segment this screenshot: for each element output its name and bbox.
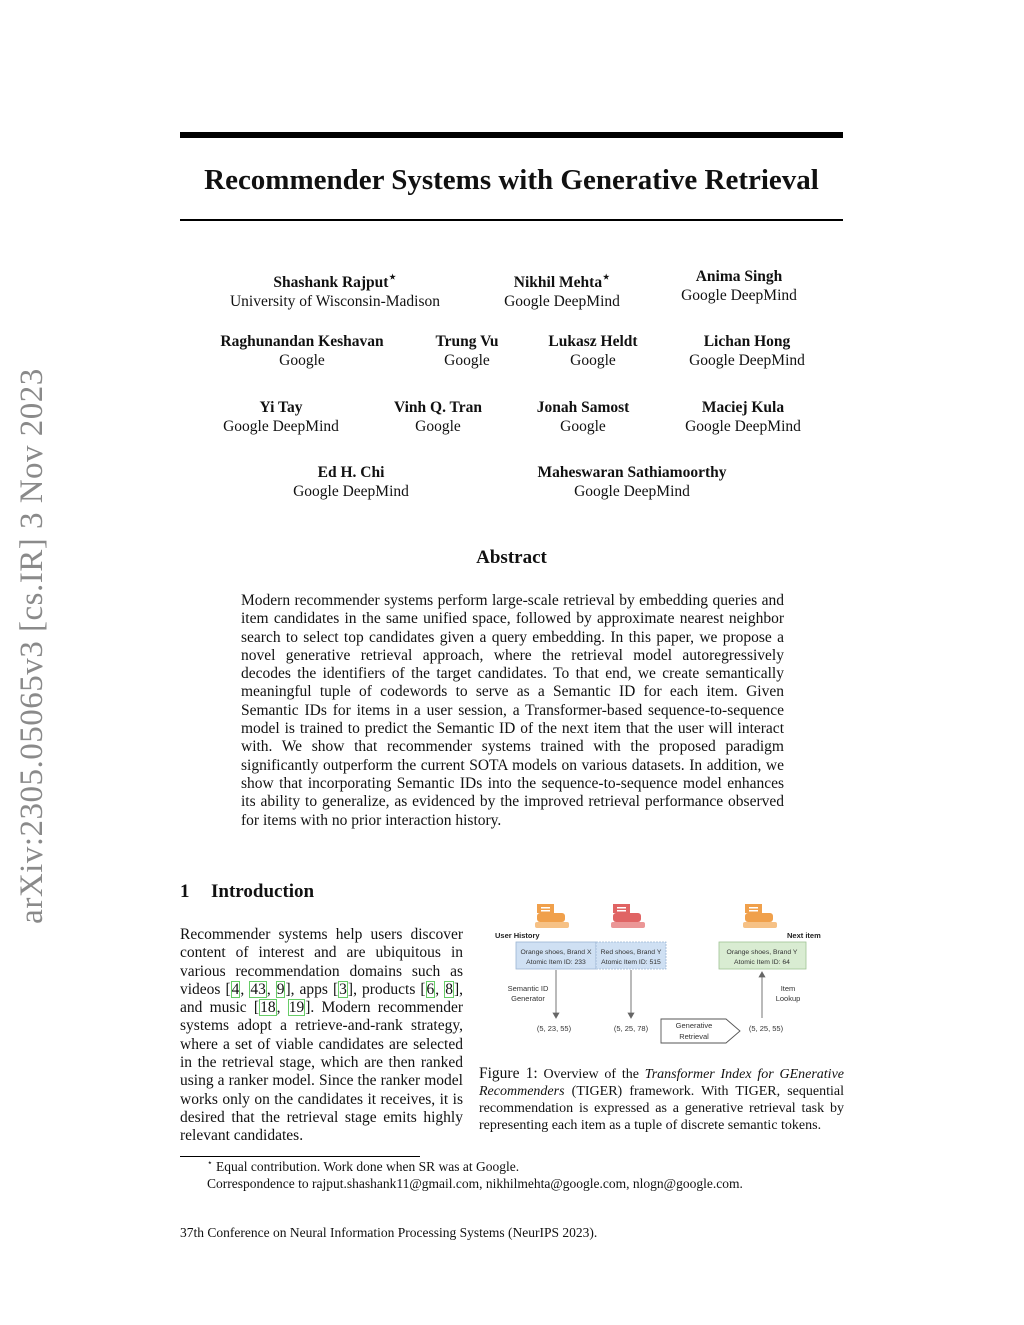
author-affiliation: Google [415, 417, 461, 435]
next-item-id: Atomic Item ID: 64 [734, 959, 790, 966]
equal-contribution-mark: ⋆ [388, 269, 397, 284]
citation-link[interactable]: 18 [260, 999, 276, 1017]
author-affiliation: Google [444, 351, 490, 369]
citation-link[interactable]: 6 [426, 980, 435, 998]
introduction-paragraph: Recommender systems help users discover content of interest and are ubiquitous in various recommendation domains such as videos [4, 43, 9], apps [3], products [6, 8], and music [18, 19]. Modern recommender systems adopt a retrieve-and-rank strategy, where a set of viable candidates are selected in the retrieval stage, which are then ranked using a ranker model. Since the ranker model works only on the candidates it receives, it is desired that the retrieval stage emits highly relevant candidates. [180, 926, 463, 1145]
author-name: Raghunandan Keshavan [220, 333, 384, 350]
generative-retrieval-label: Retrieval [679, 1032, 709, 1041]
figure-label: Figure 1: [479, 1065, 538, 1082]
author-block [548, 333, 637, 370]
author-block [681, 268, 797, 305]
history-item-title: Orange shoes, Brand X [520, 949, 592, 956]
next-item-title: Orange shoes, Brand Y [726, 949, 798, 956]
author-affiliation: Google DeepMind [504, 292, 620, 310]
author-affiliation: Google DeepMind [681, 286, 797, 304]
author-name: Anima Singh [695, 268, 783, 285]
author-block [230, 268, 440, 311]
author-affiliation: Google DeepMind [223, 417, 339, 435]
author-block [394, 399, 482, 436]
author-affiliation: Google [279, 351, 325, 369]
red-shoe-icon [611, 904, 645, 928]
author-name: Nikhil Mehta [513, 274, 603, 292]
citation-link[interactable]: 9 [276, 980, 285, 998]
semantic-id-code: (5, 23, 55) [536, 1024, 572, 1033]
semantic-id-generator-label: Semantic ID [507, 984, 549, 993]
citation-link[interactable]: 8 [445, 980, 453, 998]
author-name: Trung Vu [435, 333, 499, 350]
arxiv-identifier: arXiv:2305.05065v3 [cs.IR] 3 Nov 2023 [14, 368, 50, 924]
title-top-rule [180, 132, 843, 138]
venue-note: 37th Conference on Neural Information Processing Systems (NeurIPS 2023). [180, 1225, 598, 1240]
next-item-label: Next item [787, 931, 821, 940]
author-block [223, 399, 339, 436]
generative-retrieval-label: Generative [675, 1021, 713, 1030]
author-affiliation: Google [560, 417, 606, 435]
author-affiliation: Google [570, 351, 616, 369]
footnote-correspondence: Correspondence to rajput.shashank11@gmail.com, nikhilmehta@google.com, nlogn@google.com. [207, 1176, 743, 1191]
section-heading [180, 881, 314, 903]
author-affiliation: Google DeepMind [689, 351, 805, 369]
citation-link[interactable]: 3 [339, 980, 347, 998]
equal-contribution-mark: ⋆ [602, 269, 611, 284]
author-block [537, 399, 630, 436]
author-name: Yi Tay [259, 399, 303, 416]
semantic-id-generator-label: Generator [511, 994, 545, 1003]
item-lookup-label: Lookup [775, 994, 801, 1003]
section-number: 1 [180, 881, 190, 902]
figure-caption: Figure 1: Overview of the Transformer Index for GEnerative Recommenders (TIGER) framework. With TIGER, sequential recommendation is expressed as a generative retrieval task by representing each item as a tuple of discrete semantic tokens. [479, 1065, 845, 1133]
author-block [689, 333, 805, 370]
history-item-id: Atomic Item ID: 515 [601, 959, 661, 966]
user-history-label: User History [495, 931, 540, 940]
author-block [293, 464, 409, 501]
author-name: Maheswaran Sathiamoorthy [537, 464, 727, 481]
author-affiliation: University of Wisconsin-Madison [229, 292, 441, 310]
section-title: Introduction [211, 881, 315, 902]
author-affiliation: Google DeepMind [574, 482, 690, 500]
paper-title: Recommender Systems with Generative Retrieval [204, 164, 819, 196]
citation-link[interactable]: 19 [288, 999, 305, 1017]
footnote-rule [180, 1156, 420, 1157]
history-item-id: Atomic Item ID: 233 [526, 959, 586, 966]
author-block [435, 333, 498, 370]
author-block [685, 399, 801, 436]
author-name: Shashank Rajput [273, 274, 389, 292]
footnote-equal-contribution: ⋆ Equal contribution. Work done when SR was at Google. [207, 1157, 520, 1174]
author-affiliation: Google DeepMind [685, 417, 801, 435]
author-name: Ed H. Chi [317, 464, 385, 481]
author-name: Lukasz Heldt [548, 333, 638, 350]
citation-link[interactable]: 4 [231, 980, 240, 998]
semantic-id-code: (5, 25, 55) [748, 1024, 784, 1033]
abstract-text: Modern recommender systems perform large-scale retrieval by embedding queries and item candidates in the same unified space, followed by approximate nearest neighbor search to select top candidates given a query embedding. In this paper, we propose a novel generative retrieval approach, where the retrieval model autoregressively decodes the identifiers of the target candidates. To that end, we create semantically meaningful tuple of codewords to serve as a Semantic ID for each item. Given Semantic IDs for items in a user session, a Transformer-based sequence-to-sequence model is trained to predict the Semantic ID of the next item that the user will interact with. We show that recommender systems trained with the proposed paradigm significantly outperform the current SOTA models on various datasets. In addition, we show that incorporating Semantic IDs into the sequence-to-sequence model enhances its ability to generalize, as evidenced by the improved retrieval performance observed for items with no prior interaction history. [241, 592, 784, 829]
history-item-title: Red shoes, Brand Y [600, 949, 662, 956]
equal-contribution-mark: ⋆ [207, 1157, 213, 1168]
author-block [504, 268, 620, 311]
citation-link[interactable]: 43 [250, 980, 266, 998]
author-affiliation: Google DeepMind [293, 482, 409, 500]
orange-shoe-icon [535, 904, 569, 928]
semantic-id-code: (5, 25, 78) [613, 1024, 649, 1033]
item-lookup-label: Item [780, 984, 796, 993]
author-name: Jonah Samost [536, 399, 630, 416]
author-name: Lichan Hong [703, 333, 791, 350]
author-block [537, 464, 726, 501]
author-block [220, 333, 383, 370]
tiger-overview-figure [478, 900, 844, 1060]
title-bottom-rule [180, 219, 843, 221]
abstract-heading: Abstract [476, 547, 547, 568]
author-name: Vinh Q. Tran [393, 399, 483, 416]
orange-shoe-icon [743, 904, 777, 928]
author-name: Maciej Kula [701, 399, 785, 416]
